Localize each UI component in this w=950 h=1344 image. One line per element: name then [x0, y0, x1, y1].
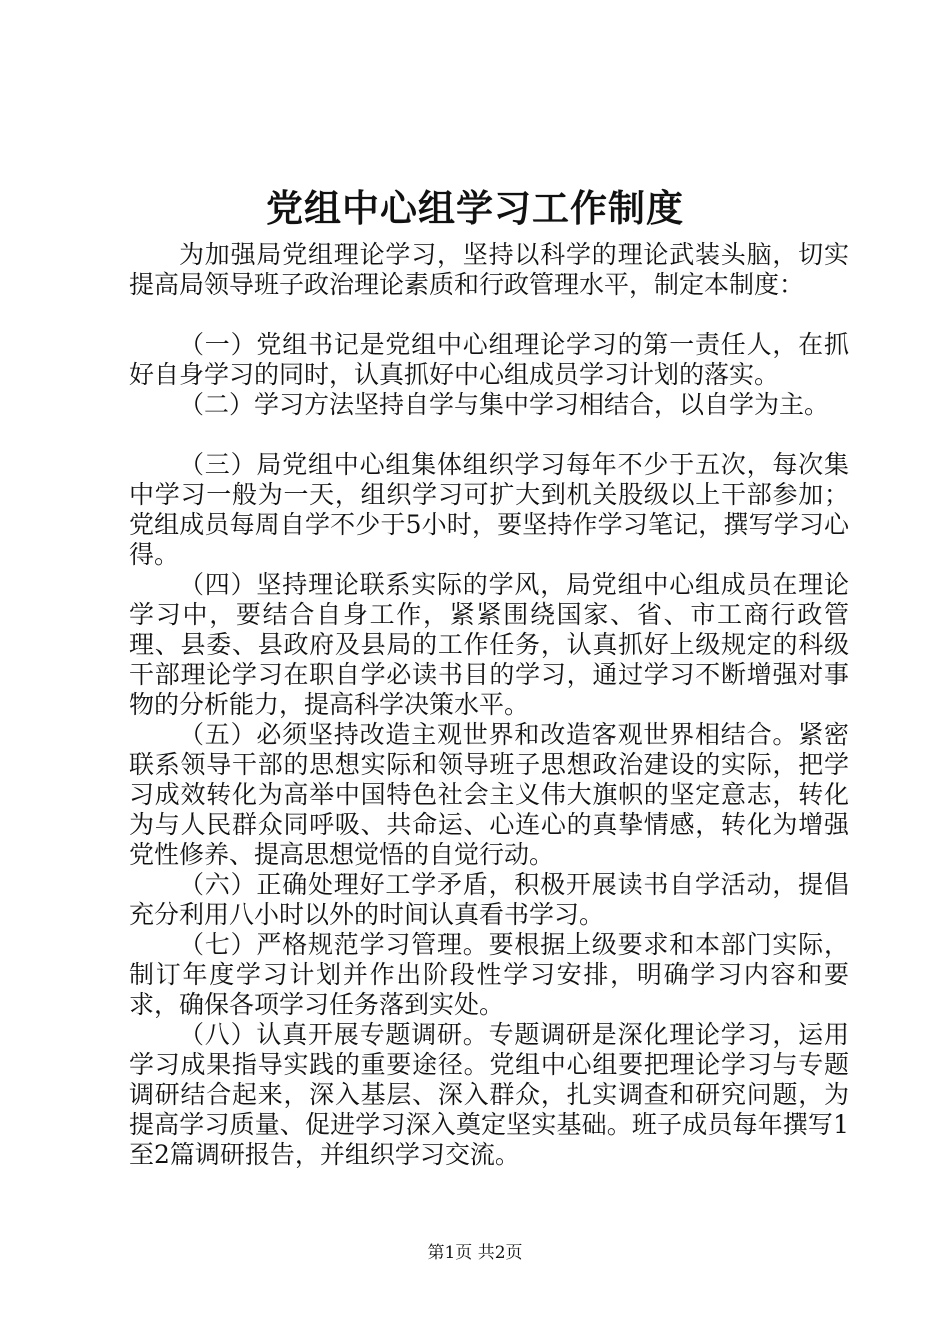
paragraph-item-2: （二）学习方法坚持自学与集中学习相结合，以自学为主。: [179, 390, 830, 419]
paragraph-item-3: （三）局党组中心组集体组织学习每年不少于五次，每次集中学习一般为一天，组织学习可扩大到机关股级以上干部参加；党组成员每周自学不少于5小时，要坚持作学习笔记，撰写学习心得。: [129, 450, 849, 569]
paragraph-item-8: （八）认真开展专题调研。专题调研是深化理论学习，运用学习成果指导实践的重要途径。党组中心组要把理论学习与专题调研结合起来，深入基层、深入群众，扎实调查和研究问题，为提高学习质量、促进学习深入奠定坚实基础。班子成员每年撰写1至2篇调研报告，并组织学习交流。: [129, 1020, 849, 1169]
paragraph-item-6: （六）正确处理好工学矛盾，积极开展读书自学活动，提倡充分利用八小时以外的时间认真看书学习。: [129, 870, 849, 929]
paragraph-item-5: （五）必须坚持改造主观世界和改造客观世界相结合。紧密联系领导干部的思想实际和领导班子思想政治建设的实际，把学习成效转化为高举中国特色社会主义伟大旗帜的坚定意志，转化为与人民群众同呼吸、共命运、心连心的真挚情感，转化为增强党性修养、提高思想觉悟的自觉行动。: [129, 720, 849, 869]
document-body: [129, 240, 849, 1170]
page-footer: 第1页 共2页: [427, 1243, 523, 1263]
paragraph-intro: 为加强局党组理论学习，坚持以科学的理论武装头脑，切实提高局领导班子政治理论素质和行政管理水平，制定本制度：: [129, 240, 849, 299]
document-title: 党组中心组学习工作制度: [266, 186, 684, 230]
paragraph-item-1: （一）党组书记是党组中心组理论学习的第一责任人，在抓好自身学习的同时，认真抓好中心组成员学习计划的落实。: [129, 330, 849, 389]
paragraph-item-4: （四）坚持理论联系实际的学风，局党组中心组成员在理论学习中，要结合自身工作，紧紧围绕国家、省、市工商行政管理、县委、县政府及县局的工作任务，认真抓好上级规定的科级干部理论学习在职自学必读书目的学习，通过学习不断增强对事物的分析能力，提高科学决策水平。: [129, 570, 849, 719]
paragraph-item-7: （七）严格规范学习管理。要根据上级要求和本部门实际，制订年度学习计划并作出阶段性学习安排，明确学习内容和要求，确保各项学习任务落到实处。: [129, 930, 849, 1019]
